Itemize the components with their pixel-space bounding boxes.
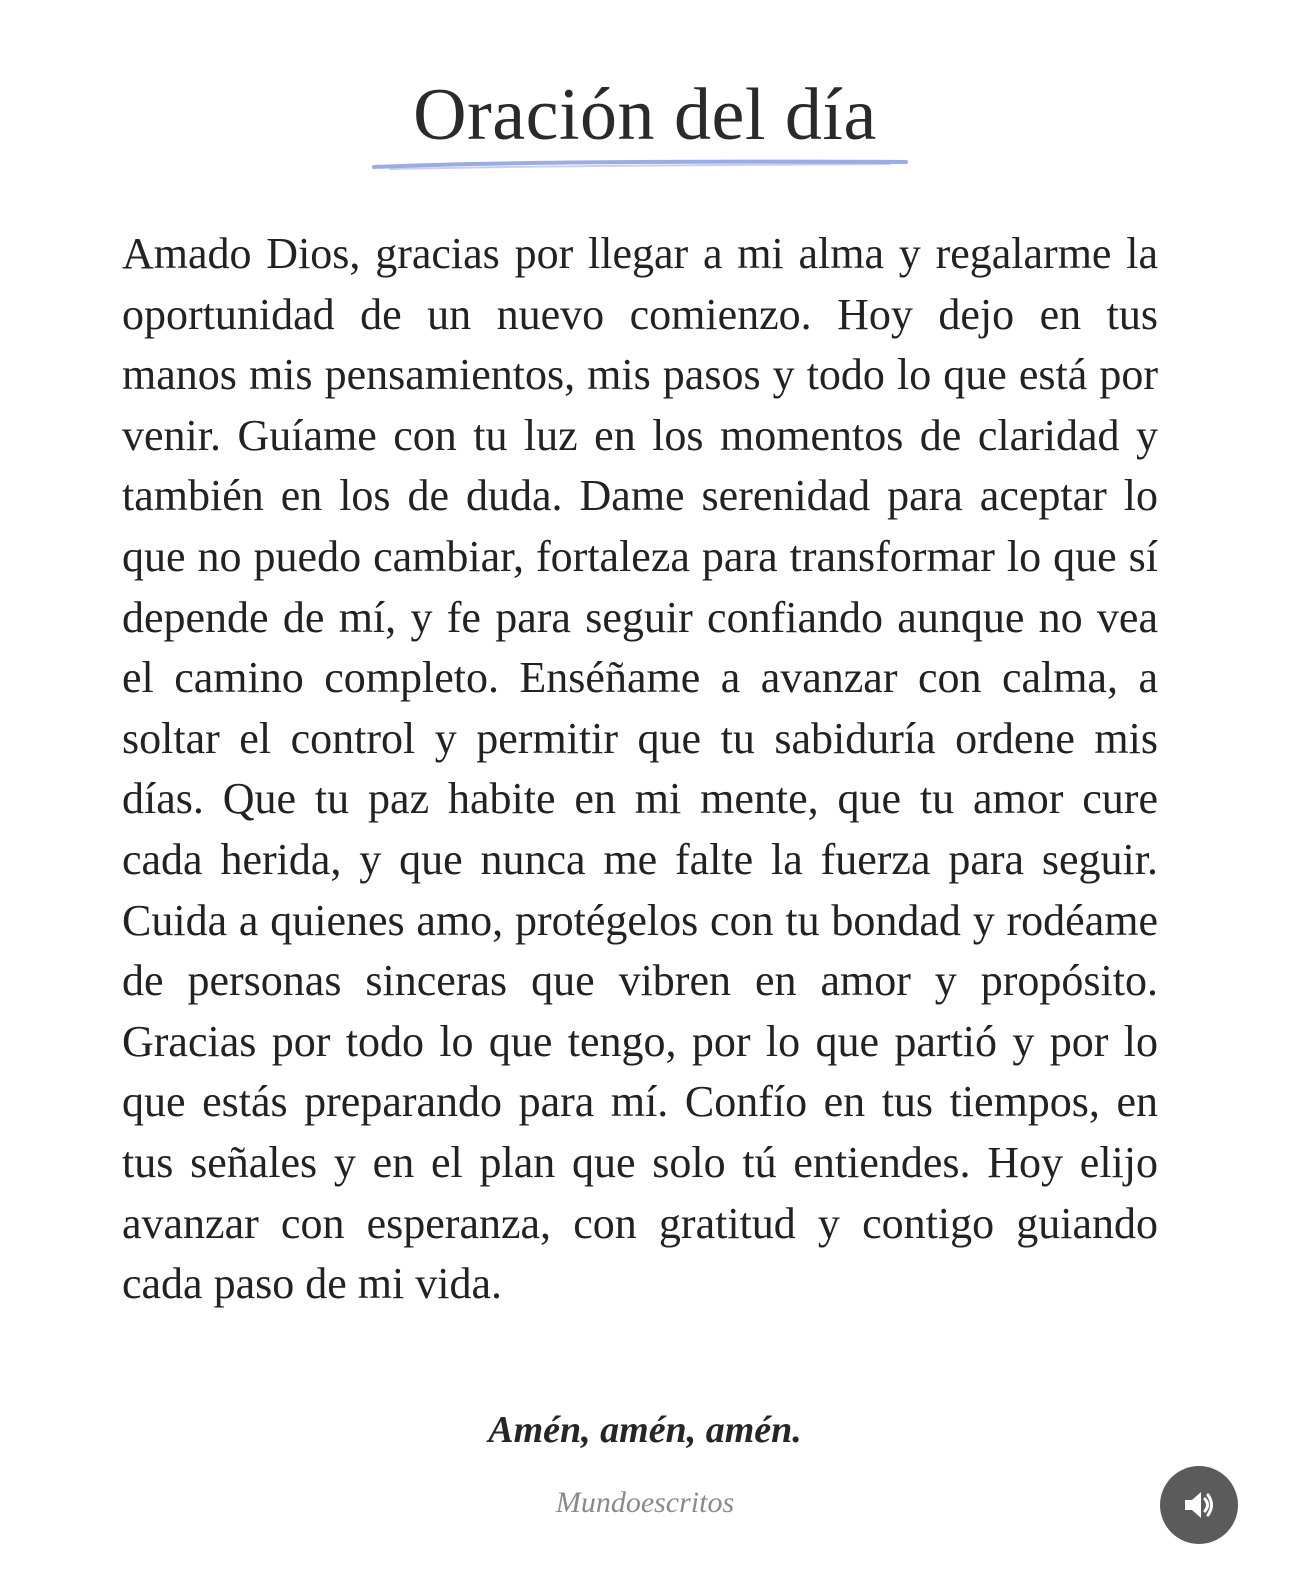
sound-toggle-button[interactable]	[1160, 1466, 1238, 1544]
prayer-text: Amado Dios, gracias por llegar a mi alma y regalarme la oportunidad de un nuevo comienzo. Hoy dejo en tus manos mis pensamientos, mis pasos y todo lo que está por venir. Guíame con tu luz en los momentos de claridad y también en los de duda. Dame serenidad para aceptar lo que no puedo cambiar, fortaleza para transformar lo que sí depende de mí, y fe para seguir confiando aunque no vea el camino completo. Enséñame a avanzar con calma, a soltar el control y permitir que tu sabiduría ordene mis días. Que tu paz habite en mi mente, que tu amor cure cada herida, y que nunca me falte la fuerza para seguir. Cuida a quienes amo, protégelos con tu bondad y rodéame de personas sinceras que vibren en amor y propósito. Gracias por todo lo que tengo, por lo que partió y por lo que estás preparando para mí. Confío en tus tiempos, en tus señales y en el plan que solo tú entiendes. Hoy elijo avanzar con esperanza, con gratitud y contigo guiando cada paso de mi vida.	[122, 229, 1158, 1309]
author-signature: Mundoescritos	[555, 1486, 735, 1519]
closing-amen: Amén, amén, amén.	[488, 1409, 802, 1451]
title-underline	[370, 156, 910, 174]
speaker-icon	[1179, 1485, 1219, 1525]
page-title: Oración del día	[413, 74, 877, 156]
